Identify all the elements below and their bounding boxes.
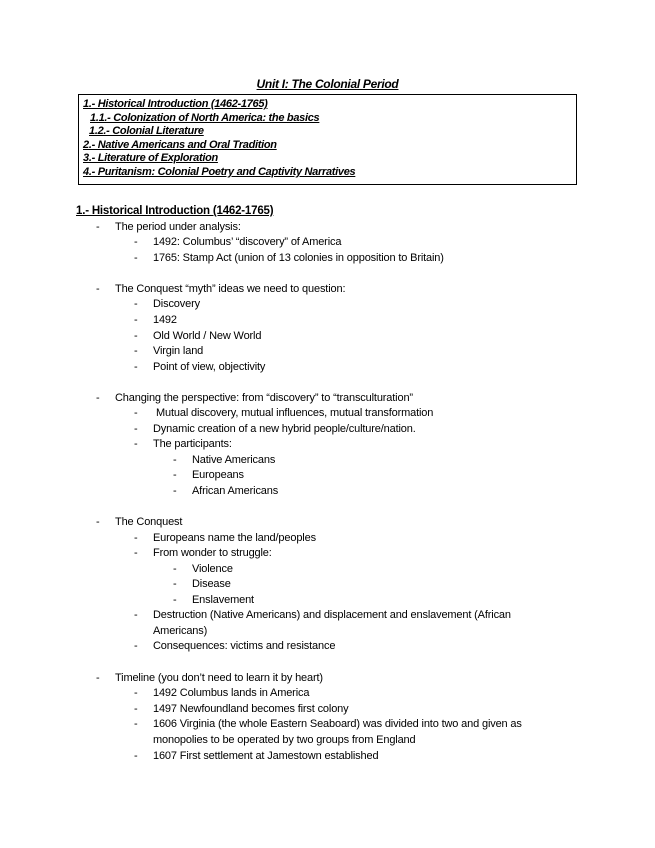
list-dash: - <box>173 578 177 590</box>
list-dash: - <box>173 563 177 575</box>
list-item: 1606 Virginia (the whole Eastern Seaboard) was divided into two and given as <box>153 718 522 730</box>
list-item: Enslavement <box>192 594 254 606</box>
toc-item[interactable]: 2.- Native Americans and Oral Tradition <box>83 138 277 151</box>
list-dash: - <box>134 532 138 544</box>
list-dash: - <box>96 516 100 528</box>
list-dash: - <box>134 687 138 699</box>
list-item: Disease <box>192 578 231 590</box>
list-dash: - <box>134 236 138 248</box>
list-dash: - <box>134 423 138 435</box>
toc-item[interactable]: 4.- Puritanism: Colonial Poetry and Captivity Narratives <box>83 165 356 178</box>
list-dash: - <box>134 345 138 357</box>
list-dash: - <box>96 672 100 684</box>
table-of-contents <box>78 94 577 185</box>
list-item: 1492: Columbus’ “discovery” of America <box>153 236 342 248</box>
list-item: Europeans name the land/peoples <box>153 532 316 544</box>
list-item: Old World / New World <box>153 330 262 342</box>
list-item: The participants: <box>153 438 232 450</box>
list-item: Mutual discovery, mutual influences, mutual transformation <box>156 407 434 419</box>
list-item: Timeline (you don’t need to learn it by heart) <box>115 672 323 684</box>
list-dash: - <box>134 298 138 310</box>
list-dash: - <box>134 718 138 730</box>
list-item: The Conquest <box>115 516 183 528</box>
toc-item[interactable]: 1.1.- Colonization of North America: the basics <box>90 111 320 124</box>
list-dash: - <box>134 361 138 373</box>
list-item: From wonder to struggle: <box>153 547 272 559</box>
list-item: Virgin land <box>153 345 204 357</box>
list-item: 1607 First settlement at Jamestown established <box>153 750 379 762</box>
toc-item[interactable]: 1.2.- Colonial Literature <box>89 125 204 138</box>
list-item: 1765: Stamp Act (union of 13 colonies in opposition to Britain) <box>153 252 444 264</box>
list-item: Europeans <box>192 469 244 481</box>
unit-title: Unit I: The Colonial Period <box>256 77 399 91</box>
list-item: The period under analysis: <box>115 221 241 233</box>
list-item: 1492 Columbus lands in America <box>153 687 310 699</box>
list-dash: - <box>134 314 138 326</box>
list-dash: - <box>173 594 177 606</box>
list-item-continuation: monopolies to be operated by two groups from England <box>153 734 416 746</box>
list-item: Changing the perspective: from “discovery” to “transculturation” <box>115 392 413 404</box>
list-item: 1492 <box>153 314 177 326</box>
list-item: Consequences: victims and resistance <box>153 640 336 652</box>
list-dash: - <box>134 609 138 621</box>
list-dash: - <box>173 485 177 497</box>
list-item: Dynamic creation of a new hybrid people/culture/nation. <box>153 423 416 435</box>
list-dash: - <box>173 454 177 466</box>
list-dash: - <box>134 438 138 450</box>
list-dash: - <box>134 252 138 264</box>
toc-item[interactable]: 1.- Historical Introduction (1462-1765) <box>83 98 268 110</box>
list-dash: - <box>96 221 100 233</box>
list-dash: - <box>96 392 100 404</box>
list-item: African Americans <box>192 485 279 497</box>
list-item: Native Americans <box>192 454 276 466</box>
list-dash: - <box>134 703 138 715</box>
list-dash: - <box>134 750 138 762</box>
list-dash: - <box>134 547 138 559</box>
list-item: 1497 Newfoundland becomes first colony <box>153 703 349 715</box>
list-item: Violence <box>192 563 233 575</box>
toc-item[interactable]: 3.- Literature of Exploration <box>83 152 218 165</box>
list-dash: - <box>134 407 138 419</box>
list-item: Discovery <box>153 298 200 310</box>
list-item: The Conquest “myth” ideas we need to question: <box>115 283 346 295</box>
list-dash: - <box>173 469 177 481</box>
list-dash: - <box>134 640 138 652</box>
list-dash: - <box>96 283 100 295</box>
section-heading: 1.- Historical Introduction (1462-1765) <box>76 205 274 217</box>
list-item-continuation: Americans) <box>153 625 208 637</box>
list-item: Destruction (Native Americans) and displacement and enslavement (African <box>153 609 511 621</box>
list-dash: - <box>134 330 138 342</box>
list-item: Point of view, objectivity <box>153 361 266 373</box>
